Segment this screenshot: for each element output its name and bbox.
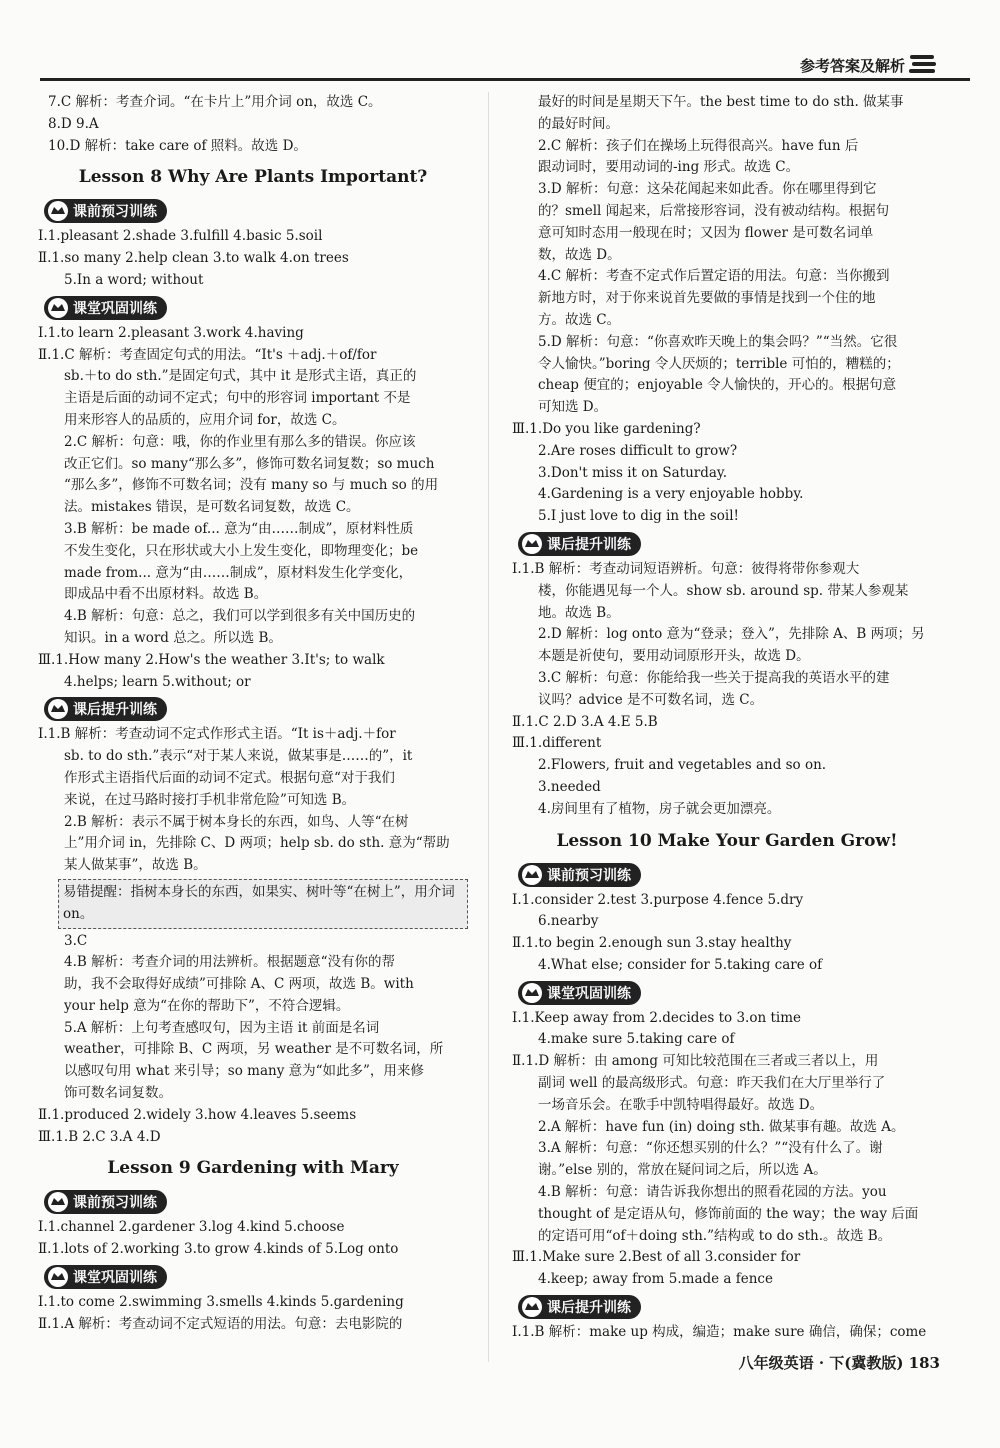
answer-line: your help 意为“在你的帮助下”，不符合逻辑。 <box>64 997 350 1014</box>
answer-line: 新地方时，对于你来说首先要做的事情是找到一个住的地 <box>538 290 876 307</box>
answer-line: 4.B 解析：句意：总之，我们可以学到很多有关中国历史的 <box>64 608 416 625</box>
lesson-heading: Lesson 10 Make Your Garden Grow! <box>556 830 898 851</box>
answer-line: Ⅱ.1.to begin 2.enough sun 3.stay healthy <box>512 935 792 952</box>
answer-line: 的定语可用“of＋doing sth.”结构或 to do sth.。故选 B。 <box>538 1227 892 1244</box>
answer-line: 的最好时间。 <box>538 115 619 132</box>
header-title: 参考答案及解析 <box>799 57 905 75</box>
section-badge-label: 课后提升训练 <box>547 1300 631 1317</box>
answer-line: 8.D 9.A <box>48 115 99 132</box>
answer-line: Ⅱ.1.so many 2.help clean 3.to walk 4.on trees <box>38 250 349 267</box>
answer-line: Ⅲ.1.Make sure 2.Best of all 3.consider for <box>512 1249 801 1266</box>
answer-line: sb.＋to do sth.”是固定句式，其中 it 是形式主语，真正的 <box>64 368 417 385</box>
answer-line: 2.C 解析：句意：哦，你的作业里有那么多的错误。你应该 <box>64 433 416 450</box>
answer-line: Ⅱ.1.C 解析：考查固定句式的用法。“It's ＋adj.＋of/for <box>38 346 377 363</box>
answer-line: 5.A 解析：上句考查感叹句，因为主语 it 前面是名词 <box>64 1019 380 1036</box>
answer-line: 用来形容人的品质的，应用介词 for，故选 C。 <box>64 411 346 428</box>
answer-line: Ⅰ.1.B 解析：考查动词短语辨析。句意：彼得将带你参观大 <box>512 560 860 577</box>
section-badge-label: 课堂巩固训练 <box>73 300 157 317</box>
answer-line: 4.helps; learn 5.without; or <box>64 673 251 690</box>
answer-line: Ⅱ.1.D 解析：由 among 可知比较范围在三者或三者以上，用 <box>512 1053 879 1070</box>
answer-line: 4.房间里有了植物，房子就会更加漂亮。 <box>538 800 781 817</box>
lesson-heading: Lesson 9 Gardening with Mary <box>107 1158 399 1179</box>
answer-line: 方。故选 C。 <box>538 311 621 328</box>
answer-line: 不发生变化，只在形状或大小上发生变化，即物理变化；be <box>64 542 419 559</box>
answer-line: Ⅲ.1.Do you like gardening? <box>512 420 701 437</box>
answer-line: 饰可数名词复数。 <box>64 1085 172 1102</box>
badge-emblem-icon <box>521 982 543 1004</box>
answer-line: 4.C 解析：考查不定式作后置定语的用法。句意：当你搬到 <box>538 268 890 285</box>
answer-line: 令人愉快。”boring 令人厌烦的；terrible 可怕的，糟糕的； <box>538 355 900 372</box>
answer-line: sb. to do sth.”表示“对于某人来说，做某事是……的”，it <box>64 748 413 765</box>
answer-line: 4.What else; consider for 5.taking care of <box>538 956 823 973</box>
answer-line: 3.Don't miss it on Saturday. <box>538 464 728 481</box>
right-column <box>512 92 942 1344</box>
error-tip-box <box>58 879 468 929</box>
header-rule <box>40 78 970 81</box>
badge-emblem-icon <box>47 1266 69 1288</box>
answer-line: 2.D 解析：log onto 意为“登录；登入”，先排除 A、B 两项；另 <box>538 626 925 643</box>
section-badge-label: 课后提升训练 <box>547 536 631 553</box>
answer-line: 5.I just love to dig in the soil! <box>538 508 739 525</box>
answer-line: 3.D 解析：句意：这朵花闻起来如此香。你在哪里得到它 <box>538 181 877 198</box>
answer-line: 知识。in a word 总之。所以选 B。 <box>64 629 282 646</box>
section-badge <box>44 697 167 721</box>
answer-line: 2.Flowers, fruit and vegetables and so on. <box>538 757 827 774</box>
answer-line: Ⅱ.1.produced 2.widely 3.how 4.leaves 5.seems <box>38 1106 357 1123</box>
badge-emblem-icon <box>521 1296 543 1318</box>
section-badge-label: 课堂巩固训练 <box>73 1270 157 1287</box>
answer-line: 2.C 解析：孩子们在操场上玩得很高兴。have fun 后 <box>538 137 859 154</box>
answer-line: weather，可排除 B、C 两项，另 weather 是不可数名词，所 <box>64 1041 444 1058</box>
answer-line: 地。故选 B。 <box>538 604 620 621</box>
answer-line: 最好的时间是星期天下午。the best time to do sth. 做某事 <box>538 94 904 110</box>
section-badge <box>44 199 167 223</box>
section-badge <box>518 981 641 1005</box>
answer-line: 的？smell 闻起来，后常接形容词，没有被动结构。根据句 <box>538 202 890 219</box>
section-badge <box>518 532 641 556</box>
answer-line: 数，故选 D。 <box>538 246 621 263</box>
answer-line: 意可知时态用一般现在时；又因为 flower 是可数名词单 <box>538 224 874 241</box>
answer-line: 可知选 D。 <box>538 399 608 416</box>
section-badge-label: 课堂巩固训练 <box>547 985 631 1002</box>
section-badge-label: 课前预习训练 <box>73 204 157 221</box>
answer-line: 谢。”else 别的，常放在疑问词之后，所以选 A。 <box>538 1162 827 1179</box>
answer-line: “那么多”，修饰不可数名词；没有 many so 与 much so 的用 <box>64 477 439 494</box>
answer-line: thought of 是定语从句，修饰前面的 the way；the way 后面 <box>538 1205 919 1222</box>
answer-line: 楼，你能遇见每一个人。show sb. around sp. 带某人参观某 <box>538 582 909 599</box>
answer-line: Ⅱ.1.lots of 2.working 3.to grow 4.kinds of 5.Log onto <box>38 1241 399 1258</box>
answer-line: 作形式主语指代后面的动词不定式。根据句意“对于我们 <box>64 769 395 786</box>
badge-emblem-icon <box>47 297 69 319</box>
answer-line: 助，我不会取得好成绩”可排除 A、C 两项，故选 B。with <box>64 976 414 993</box>
answer-line: 某人做某事”，故选 B。 <box>64 857 207 874</box>
section-badge <box>518 863 641 887</box>
section-badge <box>44 296 167 320</box>
answer-line: 法。mistakes 错误，是可数名词复数，故选 C。 <box>64 499 360 516</box>
answer-line: 3.C 解析：句意：你能给我一些关于提高我的英语水平的建 <box>538 669 890 686</box>
section-badge-label: 课前预习训练 <box>73 1195 157 1212</box>
answer-line: 3.B 解析：be made of... 意为“由……制成”，原材料性质 <box>64 520 414 537</box>
answer-line: Ⅰ.1.B 解析：make up 构成，编造；make sure 确信，确保；come <box>512 1324 927 1341</box>
badge-emblem-icon <box>521 533 543 555</box>
answer-line: 议吗？advice 是不可数名词，选 C。 <box>538 691 764 708</box>
section-badge <box>518 1295 641 1319</box>
answer-line: 即成品中看不出原材料。故选 B。 <box>64 586 268 603</box>
answer-line: 跟动词时，要用动词的-ing 形式。故选 C。 <box>538 159 800 176</box>
answer-line: Ⅰ.1.B 解析：考查动词不定式作形式主语。“It is＋adj.＋for <box>38 726 396 743</box>
answer-line: Ⅱ.1.A 解析：考查动词不定式短语的用法。句意：去电影院的 <box>38 1315 403 1332</box>
badge-emblem-icon <box>47 200 69 222</box>
left-column <box>38 92 468 1336</box>
answer-line: Ⅰ.1.consider 2.test 3.purpose 4.fence 5.dry <box>512 891 804 908</box>
answer-line: 2.B 解析：表示不属于树本身长的东西，如鸟、人等“在树 <box>64 813 409 830</box>
answer-line: 3.A 解析：句意：“你还想买别的什么？”“没有什么了。谢 <box>538 1140 883 1157</box>
answer-line: Ⅰ.1.to learn 2.pleasant 3.work 4.having <box>38 324 304 341</box>
badge-emblem-icon <box>521 864 543 886</box>
section-badge-label: 课前预习训练 <box>547 867 631 884</box>
answer-line: 以感叹句用 what 来引导；so many 意为“如此多”，用来修 <box>64 1063 424 1080</box>
answer-line: 4.make sure 5.taking care of <box>538 1031 735 1048</box>
answer-line: made from... 意为“由……制成”，原材料发生化学变化， <box>64 564 413 581</box>
column-divider <box>488 92 489 1362</box>
badge-emblem-icon <box>47 698 69 720</box>
lesson-heading: Lesson 8 Why Are Plants Important? <box>78 167 428 188</box>
answer-line: 6.nearby <box>538 913 599 930</box>
answer-line: 主语是后面的动词不定式；句中的形容词 important 不是 <box>64 390 411 407</box>
book-stack-icon <box>908 52 938 78</box>
section-badge <box>44 1265 167 1289</box>
answer-line: Ⅲ.1.B 2.C 3.A 4.D <box>38 1128 161 1145</box>
answer-line: Ⅰ.1.Keep away from 2.decides to 3.on time <box>512 1009 801 1026</box>
answer-line: 来说，在过马路时接打手机非常危险”可知选 B。 <box>64 791 356 808</box>
answer-line: 4.keep; away from 5.made a fence <box>538 1271 773 1288</box>
answer-line: 一场音乐会。在歌手中凯特唱得最好。故选 D。 <box>538 1096 824 1113</box>
badge-emblem-icon <box>47 1191 69 1213</box>
answer-line: 副词 well 的最高级形式。句意：昨天我们在大厅里举行了 <box>538 1075 886 1092</box>
answer-line: 10.D 解析：take care of 照料。故选 D。 <box>48 137 307 154</box>
answer-line: 4.B 解析：句意：请告诉我你想出的照看花园的方法。you <box>538 1184 887 1201</box>
answer-line: 5.In a word; without <box>64 271 204 288</box>
answer-line: Ⅰ.1.pleasant 2.shade 3.fulfill 4.basic 5.soil <box>38 228 323 245</box>
answer-line: 7.C 解析：考查介词。“在卡片上”用介词 on，故选 C。 <box>48 94 382 110</box>
answer-line: Ⅱ.1.C 2.D 3.A 4.E 5.B <box>512 713 658 730</box>
answer-line: cheap 便宜的；enjoyable 令人愉快的，开心的。根据句意 <box>538 377 897 394</box>
answer-line: 2.Are roses difficult to grow? <box>538 442 738 459</box>
answer-line: Ⅰ.1.channel 2.gardener 3.log 4.kind 5.choose <box>38 1219 345 1236</box>
answer-line: 3.C <box>64 932 88 949</box>
answer-line: 4.Gardening is a very enjoyable hobby. <box>538 486 804 503</box>
answer-line: 本题是祈使句，要用动词原形开头，故选 D。 <box>538 648 810 665</box>
answer-line: 改正它们。so many“那么多”，修饰可数名词复数；so much <box>64 455 435 472</box>
answer-line: 3.needed <box>538 778 601 795</box>
answer-line: Ⅰ.1.to come 2.swimming 3.smells 4.kinds 5.gardening <box>38 1294 404 1311</box>
page-footer: 八年级英语 · 下(冀教版) 183 <box>738 1354 940 1372</box>
answer-line: Ⅲ.1.different <box>512 735 602 752</box>
answer-line: 5.D 解析：句意：“你喜欢昨天晚上的集会吗？”“当然。它很 <box>538 333 898 350</box>
answer-line: 上”用介词 in，先排除 C、D 两项；help sb. do sth. 意为“帮助 <box>64 835 450 852</box>
answer-line: 4.B 解析：考查介词的用法辨析。根据题意“没有你的帮 <box>64 954 395 971</box>
error-tip-text: 易错提醒：指树本身长的东西，如果实、树叶等“在树上”，用介词 on。 <box>63 883 455 922</box>
section-badge <box>44 1190 167 1214</box>
answer-line: 2.A 解析：have fun (in) doing sth. 做某事有趣。故选 A。 <box>538 1118 905 1135</box>
section-badge-label: 课后提升训练 <box>73 702 157 719</box>
answer-line: Ⅲ.1.How many 2.How's the weather 3.It's; to walk <box>38 651 385 668</box>
